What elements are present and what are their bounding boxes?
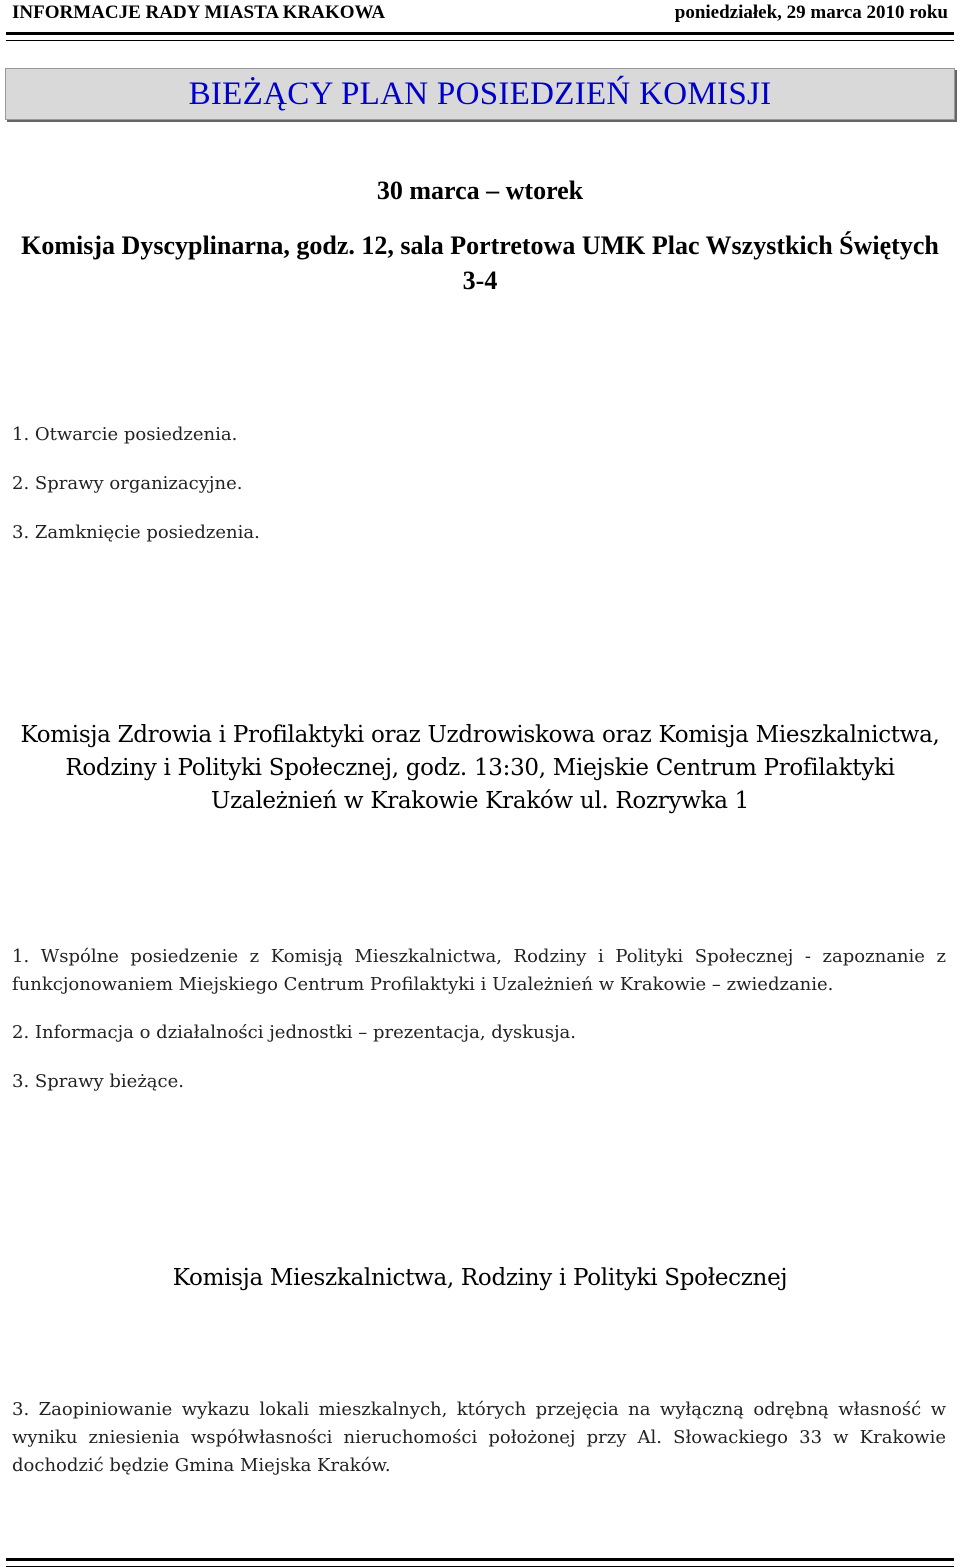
agenda-item: 3. Sprawy bieżące. [12,1071,184,1092]
agenda-item: 2. Sprawy organizacyjne. [12,473,243,494]
banner-title: BIEŻĄCY PLAN POSIEDZIEŃ KOMISJI [188,75,772,112]
agenda-item: 2. Informacja o działalności jednostki – prezentacja, dyskusja. [12,1022,576,1043]
agenda-item: 1. Wspólne posiedzenie z Komisją Mieszkalnictwa, Rodziny i Polityki Społecznej - zapoznanie z funkcjonowaniem Miejskiego Centrum Profilaktyki i Uzależnień w Krakowie – zwiedzanie. [12,946,946,995]
day-heading: 30 marca – wtorek [376,176,584,205]
agenda-item: 3. Zaopiniowanie wykazu lokali mieszkalnych, których przejęcia na wyłączną odrębną własność w wyniku zniesienia współwłasności nieruchomości położonej przy Al. Słowackiego 33 w Krakowie dochodzić będzie Gmina Miejska Kraków. [12,1399,946,1476]
header-rule [6,32,954,41]
section-banner [5,68,955,120]
meeting-agenda-1 [12,422,260,569]
meeting-title-3: Komisja Mieszkalnictwa, Rodziny i Polityki Społecznej [172,1265,788,1291]
publication-date: poniedziałek, 29 marca 2010 roku [674,2,948,23]
agenda-item: 3. Zamknięcie posiedzenia. [12,522,260,543]
meeting-title-2: Komisja Zdrowia i Profilaktyki oraz Uzdrowiskowa oraz Komisja Mieszkalnictwa, Rodziny i Polityki Społecznej, godz. 13:30, Miejskie Centrum Profilaktyki Uzależnień w Krakowie Kraków ul. Rozrywka 1 [20,722,940,814]
footer-rule [6,1558,954,1567]
publication-name: INFORMACJE RADY MIASTA KRAKOWA [12,2,386,23]
page-header [12,0,948,26]
agenda-item: 1. Otwarcie posiedzenia. [12,424,238,445]
meeting-title-1: Komisja Dyscyplinarna, godz. 12, sala Portretowa UMK Plac Wszystkich Świętych 3-4 [21,231,939,295]
